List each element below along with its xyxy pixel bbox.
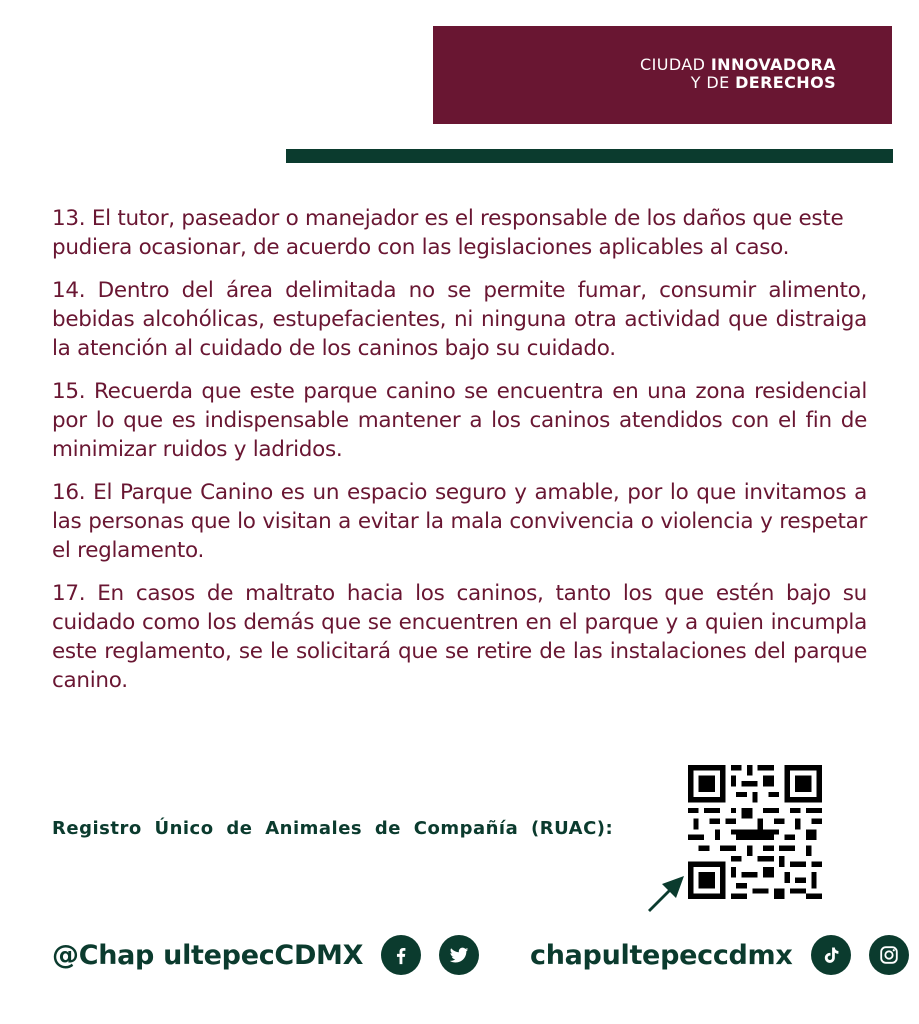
rule-14: 14. Dentro del área delimitada no se permite fumar, consumir alimento, bebidas alcohólicas, estupefacientes, ni ninguna otra actividad que distraiga la atención al cuidado de los caninos bajo su cuidado. [52, 278, 867, 361]
social-left [52, 932, 479, 978]
rules-list [52, 204, 867, 709]
arrow-icon [642, 872, 686, 914]
rule-16: 16. El Parque Canino es un espacio seguro y amable, por lo que invitamos a las personas que lo visitan a evitar la mala convivencia o violencia y respetar el reglamento. [52, 480, 867, 563]
social-right [530, 932, 909, 978]
tiktok-handle[interactable]: chapultepeccdmx [530, 939, 793, 971]
tiktok-icon[interactable] [811, 935, 851, 975]
ruac-label: Registro Único de Animales de Compañía (RUAC): [52, 818, 614, 839]
facebook-icon[interactable] [381, 935, 421, 975]
slogan-line2-thin: Y DE [690, 73, 736, 92]
twitter-icon[interactable] [439, 935, 479, 975]
twitter-handle[interactable]: @Chap ultepecCDMX [52, 939, 364, 971]
ruac-qr-code[interactable] [688, 765, 822, 899]
slogan-line2-bold: DERECHOS [735, 73, 836, 92]
rule-17: 17. En casos de maltrato hacia los caninos, tanto los que estén bajo su cuidado como los demás que se encuentren en el parque y a quien incumpla este reglamento, se le solicitará que se retire de las instalaciones del parque canino. [52, 581, 867, 693]
slogan-line1-bold: INNOVADORA [710, 55, 836, 74]
rule-13: 13. El tutor, paseador o manejador es el responsable de los daños que este pudiera ocasionar, de acuerdo con las legislaciones aplicables al caso. [52, 206, 844, 260]
header-banner [433, 26, 892, 124]
rule-15: 15. Recuerda que este parque canino se encuentra en una zona residencial por lo que es indispensable mantener a los caninos atendidos con el fin de minimizar ruidos y ladridos. [52, 379, 867, 462]
divider-bar [286, 149, 893, 163]
header-slogan [640, 56, 836, 92]
instagram-icon[interactable] [869, 935, 909, 975]
slogan-line1-thin: CIUDAD [640, 55, 711, 74]
